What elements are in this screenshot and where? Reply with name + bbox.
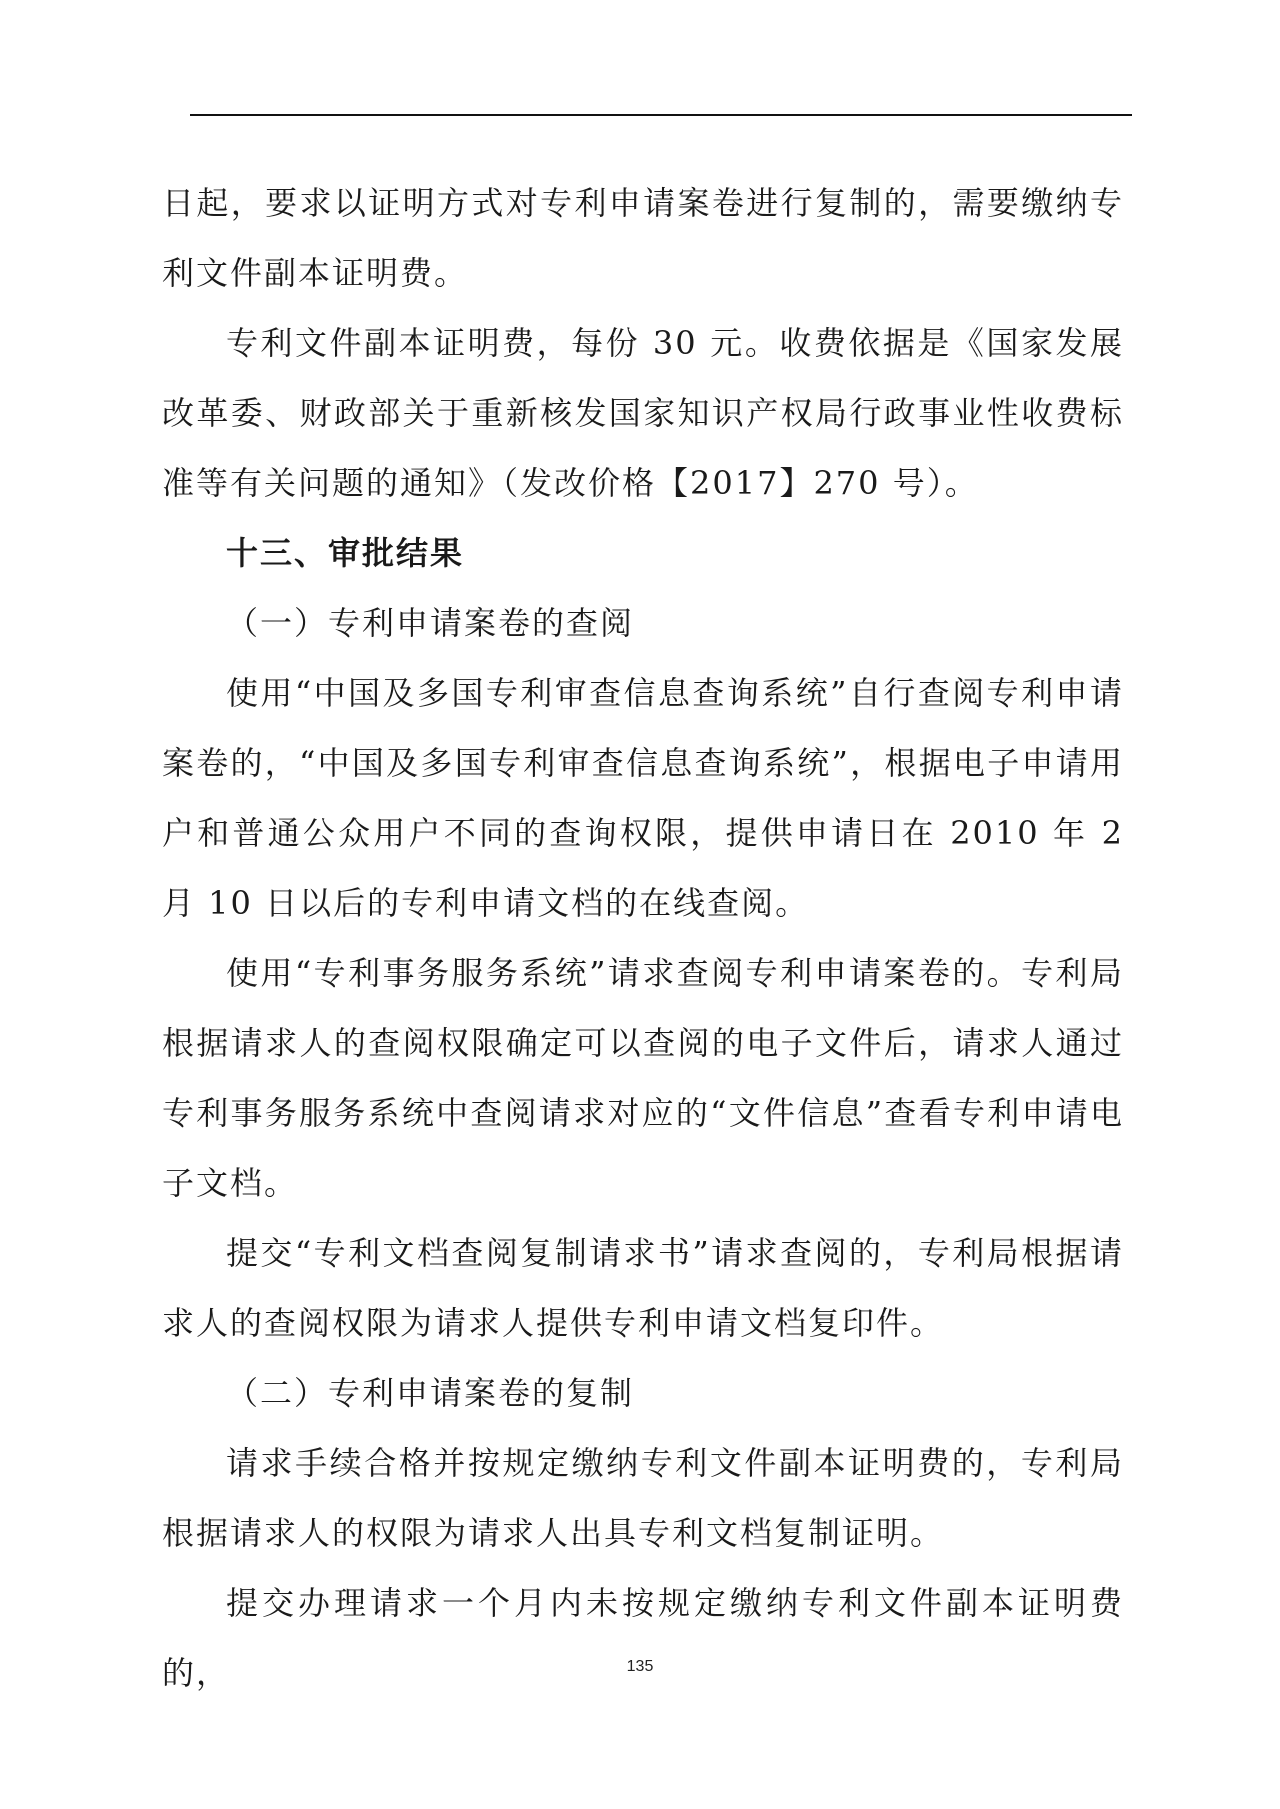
paragraph-request-form: 提交“专利文档查阅复制请求书”请求查阅的，专利局根据请求人的查阅权限为请求人提供专利申请文档复印件。 [162, 1234, 1124, 1342]
document-body [162, 168, 1137, 1708]
paragraph-fee-continuation: 日起，要求以证明方式对专利申请案卷进行复制的，需要缴纳专利文件副本证明费。 [162, 184, 1124, 292]
paragraph-copy-certificate: 请求手续合格并按规定缴纳专利文件副本证明费的，专利局根据请求人的权限为请求人出具专利文档复制证明。 [162, 1444, 1124, 1552]
header-rule [190, 114, 1132, 116]
subheading-case-file-copy: （二）专利申请案卷的复制 [226, 1374, 635, 1412]
paragraph-affairs-service-system: 使用“专利事务服务系统”请求查阅专利申请案卷的。专利局根据请求人的查阅权限确定可以查阅的电子文件后，请求人通过专利事务服务系统中查阅请求对应的“文件信息”查看专利申请电子文档。 [162, 954, 1124, 1202]
section-heading-approval-result: 十三、审批结果 [226, 534, 465, 572]
paragraph-online-query-system: 使用“中国及多国专利审查信息查询系统”自行查阅专利申请案卷的，“中国及多国专利审查信息查询系统”，根据电子申请用户和普通公众用户不同的查询权限，提供申请日在 2010 年 2 月 10 日以后的专利申请文档的在线查阅。 [162, 674, 1137, 922]
paragraph-fee-amount: 专利文件副本证明费，每份 30 元。收费依据是《国家发展改革委、财政部关于重新核发国家知识产权局行政事业性收费标准等有关问题的通知》（发改价格【2017】270 号）。 [162, 324, 1124, 502]
page-number: 135 [626, 1658, 654, 1675]
subheading-case-file-review: （一）专利申请案卷的查阅 [226, 604, 635, 642]
paragraph-unpaid-fee: 提交办理请求一个月内未按规定缴纳专利文件副本证明费的， [162, 1584, 1124, 1692]
